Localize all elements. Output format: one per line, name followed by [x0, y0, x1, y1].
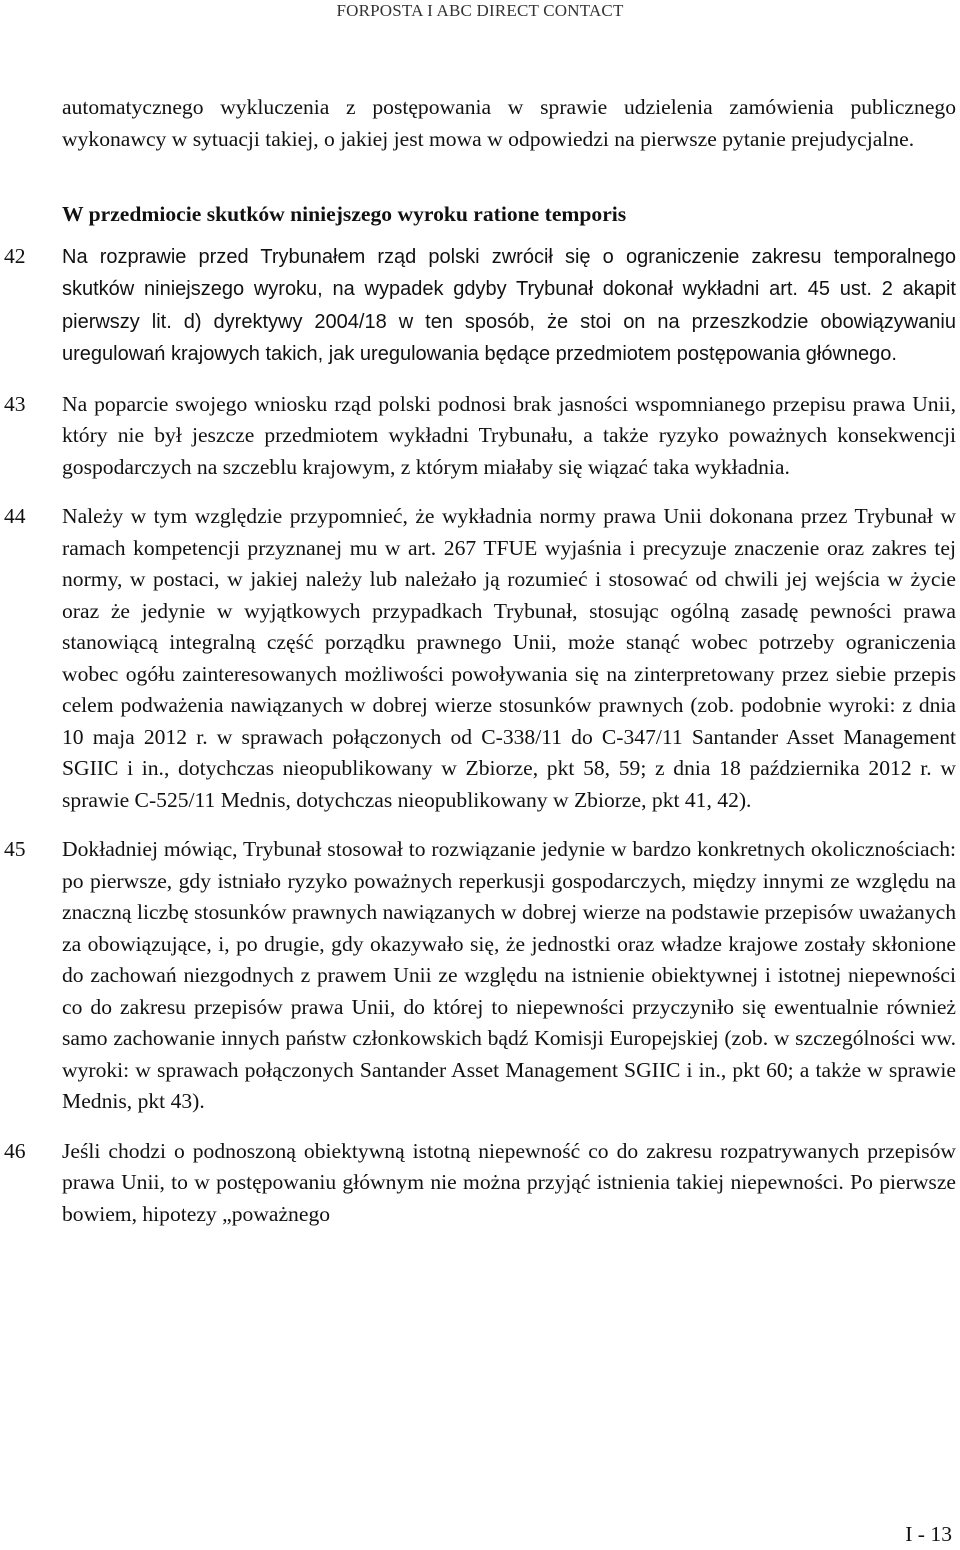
- intro-paragraph: automatycznego wykluczenia z postępowania w sprawie udzielenia zamówienia publicznego wykonawcy w sytuacji takiej, o jakiej jest mowa w odpowiedzi na pierwsze pytanie prejudycjalne.: [62, 95, 956, 151]
- paragraph-44: [4, 501, 956, 816]
- paragraph-number: 42: [4, 243, 26, 268]
- page-number: I - 13: [905, 1522, 952, 1546]
- paragraph-number: 44: [4, 504, 26, 528]
- paragraph-text: Na poparcie swojego wniosku rząd polski podnosi brak jasności wspomnianego przepisu prawa Unii, który nie był jeszcze przedmiotem wykładni Trybunału, a także ryzyko poważnych konsekwencji gospodarczych na szczeblu krajowym, z którym miałaby się wiązać taka wykładnia.: [62, 391, 956, 479]
- paragraph-46: [4, 1136, 956, 1231]
- paragraph-43: [4, 389, 956, 484]
- document-body: [4, 92, 956, 1248]
- paragraph-text: Na rozprawie przed Trybunałem rząd polski zwrócił się o ograniczenie zakresu temporalnego skutków niniejszego wyroku, na wypadek gdyby Trybunał dokonał wykładni art. 45 ust. 2 akapit pierwszy lit. d) dyrektywy 2004/18 w ten sposób, że stoi on na przeszkodzie obowiązywaniu uregulowań krajowych takich, jak uregulowania będące przedmiotem postępowania głównego.: [62, 245, 956, 365]
- paragraph-number: 45: [4, 837, 26, 861]
- paragraph-45: [4, 834, 956, 1118]
- paragraph-number: 43: [4, 391, 26, 416]
- paragraph-text: Należy w tym względzie przypomnieć, że wykładnia normy prawa Unii dokonana przez Trybunał w ramach kompetencji przyznanej mu w art. 267 TFUE wyjaśnia i precyzuje znaczenie oraz zakres tej normy, w postaci, w jakiej należy lub należało ją rozumieć i stosować od chwili jej wejścia w życie oraz że jedynie w wyjątkowych przypadkach Trybunał, stosując ogólną zasadę pewności prawa stanowiącą integralną część porządku prawnego Unii, może stanąć wobec potrzeby ograniczenia wobec ogółu zainteresowanych możliwości powoływania się na zinterpretowany przez siebie przepis celem podważenia nawiązanych w dobrej wierze stosunków prawnych (zob. podobnie wyroki: z dnia 10 maja 2012 r. w sprawach połączonych od C-338/11 do C-347/11 Santander Asset Management SGIIC i in., dotychczas nieopublikowany w Zbiorze, pkt 58, 59; z dnia 18 października 2012 r. w sprawie C-525/11 Mednis, dotychczas nieopublikowany w Zbiorze, pkt 41, 42).: [62, 504, 956, 812]
- section-heading: W przedmiocie skutków niniejszego wyroku ratione temporis: [62, 202, 627, 226]
- paragraph-number: 46: [4, 1138, 26, 1163]
- paragraph-text: Jeśli chodzi o podnoszoną obiektywną istotną niepewność co do zakresu rozpatrywanych przepisów prawa Unii, to w postępowaniu głównym nie można przyjąć istnienia takiej niepewności. Po pierwsze bowiem, hipotezy „poważnego: [62, 1138, 956, 1226]
- paragraph-text: Dokładniej mówiąc, Trybunał stosował to rozwiązanie jedynie w bardzo konkretnych okolicznościach: po pierwsze, gdy istniało ryzyko poważnych reperkusji gospodarczych, między innymi ze względu na znaczną liczbę stosunków prawnych nawiązanych w dobrej wierze na podstawie przepisów uważanych za obowiązujące, i, po drugie, gdy okazywało się, że jednostki oraz władze krajowe zostały skłonione do zachowań niezgodnych z prawem Unii ze względu na istnienie obiektywnej i istotnej niepewności co do zakresu przepisów prawa Unii, do której to niepewności przyczyniło się ewentualnie również samo zachowanie innych państw członkowskich bądź Komisji Europejskiej (zob. w szczególności ww. wyroki: w sprawach połączonych Santander Asset Management SGIIC i in., pkt 60; a także w sprawie Mednis, pkt 43).: [62, 837, 956, 1113]
- paragraph-42: [4, 241, 956, 371]
- running-header: FORPOSTA I ABC DIRECT CONTACT: [336, 1, 624, 20]
